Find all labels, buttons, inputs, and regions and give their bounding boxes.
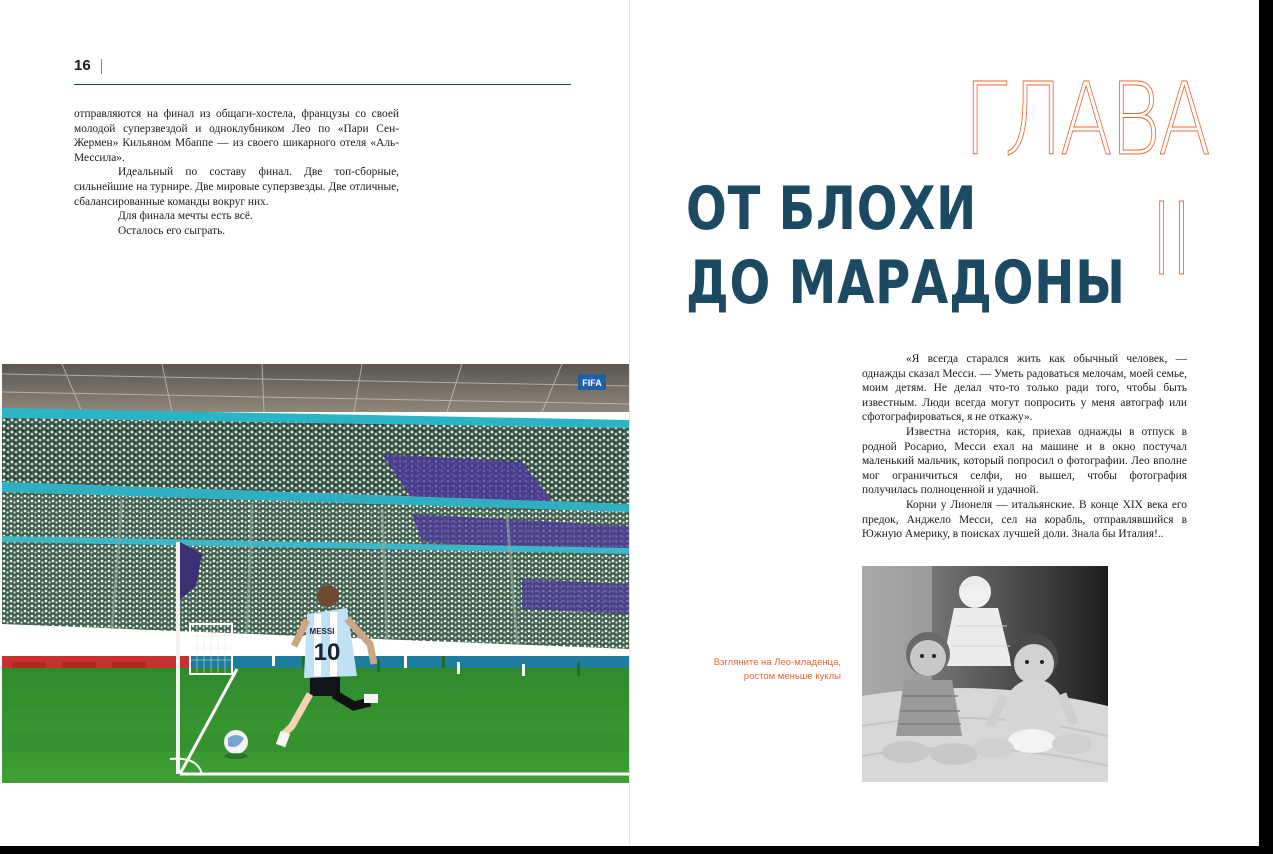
paragraph: Корни у Лионеля — итальянские. В конце XIX века его предок, Анджело Месси, сел на корабль, отправлявшийся в Южную Америку, в поисках лучшей доли. Знала бы Италия!.. — [862, 498, 1187, 541]
caption-line: ростом меньше куклы — [743, 670, 841, 682]
stadium-corner-kick-photo — [2, 364, 629, 783]
chapter-title — [686, 172, 1126, 320]
paragraph: Для финала мечты есть всё. — [118, 210, 253, 223]
left-body-text — [74, 107, 399, 238]
player-number: 10 — [313, 639, 341, 666]
paragraph: Идеальный по составу финал. Две топ-сборные, сильнейшие на турнире. Две мировые суперзвезды. Две отличные, сбалансированные команды вокруг них. — [74, 166, 399, 208]
fifa-badge: FIFA — [582, 378, 602, 388]
paragraph: Известна история, как, приехав однажды в отпуск в родной Росарио, Месси ехал на машине и в окно постучал маленький мальчик, который попросил о фотографии. Лео вполне мог ограничиться селфи, но вышел, чтобы фотография получилась полноценной и удачной. — [862, 425, 1187, 497]
page-number: 16 — [74, 57, 91, 74]
right-page — [630, 0, 1259, 846]
right-body-text — [862, 352, 1187, 542]
caption-line: Взгляните на Лео-младенца, — [713, 657, 841, 668]
photo-caption — [690, 656, 841, 683]
paragraph: «Я всегда старался жить как обычный человек, — однажды сказал Месси. — Уметь радоваться мелочам, моей семье, моим детям. Не делал что-то только ради того, чтобы быть известным. Люди всегда могут попросить у меня автограф или сфотографироваться, я не откажу». — [862, 353, 1187, 424]
player-name: MESSI — [309, 627, 335, 636]
chapter-label: ГЛАВА II — [963, 61, 1209, 298]
chapter-title-line: ДО МАРАДОНЫ — [686, 248, 1126, 318]
header-rule — [74, 84, 571, 85]
left-page — [0, 0, 629, 846]
baby-photo — [862, 566, 1108, 782]
chapter-title-line: ОТ БЛОХИ — [686, 174, 978, 244]
paragraph: Осталось его сыграть. — [118, 224, 226, 237]
page-number-divider — [101, 59, 102, 74]
paragraph: отправляются на финал из общаги-хостела, французы со своей молодой суперзвездой и одноклубником Лео по «Пари Сен-Жермен» Кильяном Мбаппе — из своего шикарного отеля «Аль-Мессила». — [74, 108, 399, 164]
